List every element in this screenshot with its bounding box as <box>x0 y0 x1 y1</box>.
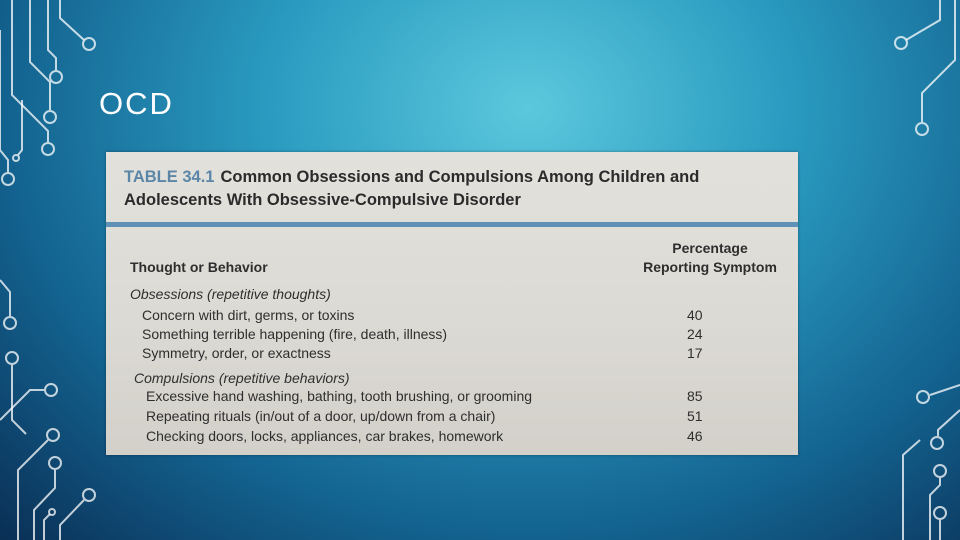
row-label: Excessive hand washing, bathing, tooth brushing, or grooming <box>146 388 533 404</box>
table-caption <box>124 166 784 212</box>
table-title: Common Obsessions and Compulsions Among Children and Adolescents With Obsessive-Compulsive Disorder <box>124 168 700 209</box>
table-label: TABLE 34.1 <box>124 168 215 186</box>
row-value: 24 <box>687 326 703 342</box>
row-value: 40 <box>687 307 703 323</box>
slide-title: OCD <box>99 86 174 121</box>
row-label: Concern with dirt, germs, or toxins <box>142 307 355 323</box>
header-rule <box>106 222 798 227</box>
section-heading-compulsions: Compulsions (repetitive behaviors) <box>134 370 350 386</box>
row-label: Symmetry, order, or exactness <box>142 345 331 361</box>
column-header-percentage-line2: Reporting Symptom <box>643 259 777 275</box>
row-label: Checking doors, locks, appliances, car brakes, homework <box>146 428 504 444</box>
column-header-percentage <box>621 239 798 277</box>
row-value: 51 <box>687 408 703 424</box>
row-value: 85 <box>687 388 703 404</box>
row-value: 17 <box>687 345 703 361</box>
row-label: Something terrible happening (fire, death, illness) <box>142 326 448 342</box>
column-header-thought: Thought or Behavior <box>130 259 268 275</box>
column-header-percentage-line1: Percentage <box>672 240 748 256</box>
row-value: 46 <box>687 428 703 444</box>
table-photo <box>106 152 798 455</box>
section-heading-obsessions: Obsessions (repetitive thoughts) <box>130 286 331 302</box>
row-label: Repeating rituals (in/out of a door, up/down from a chair) <box>146 408 496 424</box>
